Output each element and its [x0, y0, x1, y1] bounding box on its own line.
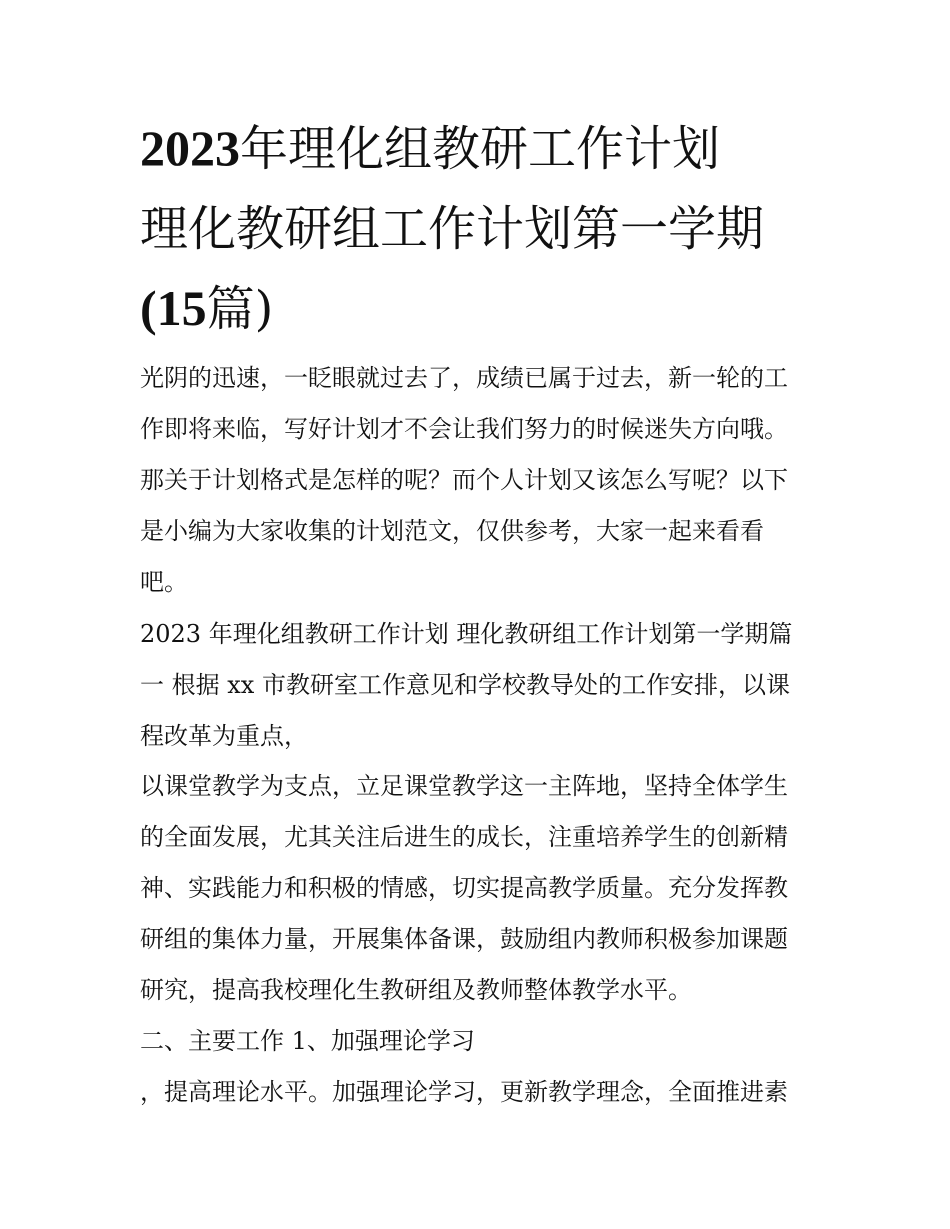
title-text-2: 理化教研组工作计划第一学期: [140, 201, 765, 257]
body-line-8: 程改革为重点，: [140, 722, 308, 750]
title-text-3: 篇): [206, 281, 274, 337]
body-line-12: 研组的集体力量，开展集体备课，鼓励组内教师积极参加课题: [140, 925, 788, 953]
body-line-2: 作即将来临，写好计划才不会让我们努力的时候迷失方向哦。: [140, 415, 788, 443]
title-line-2: [140, 200, 820, 258]
body-line-1: 光阴的迅速，一眨眼就过去了，成绩已属于过去，新一轮的工: [140, 364, 788, 392]
body-line-6: 2023 年理化组教研工作计划 理化教研组工作计划第一学期篇: [140, 620, 793, 648]
body-line-10: 的全面发展，尤其关注后进生的成长，注重培养学生的创新精: [140, 823, 788, 851]
body-line-3: 那关于计划格式是怎样的呢？而个人计划又该怎么写呢？以下: [140, 466, 788, 494]
body-line-5: 吧。: [140, 568, 188, 596]
body-line-9: 以课堂教学为支点，立足课堂教学这一主阵地，坚持全体学生: [140, 772, 788, 800]
body-line-14: 二、主要工作 1、加强理论学习: [140, 1027, 475, 1055]
body-line-7: 一 根据 xx 市教研室工作意见和学校教导处的工作安排，以课: [140, 671, 790, 699]
body-line-4: 是小编为大家收集的计划范文，仅供参考，大家一起来看看: [140, 517, 764, 545]
body-line-15: ，提高理论水平。加强理论学习，更新教学理念，全面推进素: [140, 1078, 788, 1106]
title-text-1: 年理化组教研工作计划: [240, 121, 721, 177]
title-line-1: [140, 119, 820, 178]
title-line-3: [140, 279, 820, 338]
title-count: (15: [140, 280, 207, 336]
title-year: 2023: [140, 120, 240, 176]
body-line-13: 研究，提高我校理化生教研组及教师整体教学水平。: [140, 976, 692, 1004]
body-line-11: 神、实践能力和积极的情感，切实提高教学质量。充分发挥教: [140, 874, 788, 902]
